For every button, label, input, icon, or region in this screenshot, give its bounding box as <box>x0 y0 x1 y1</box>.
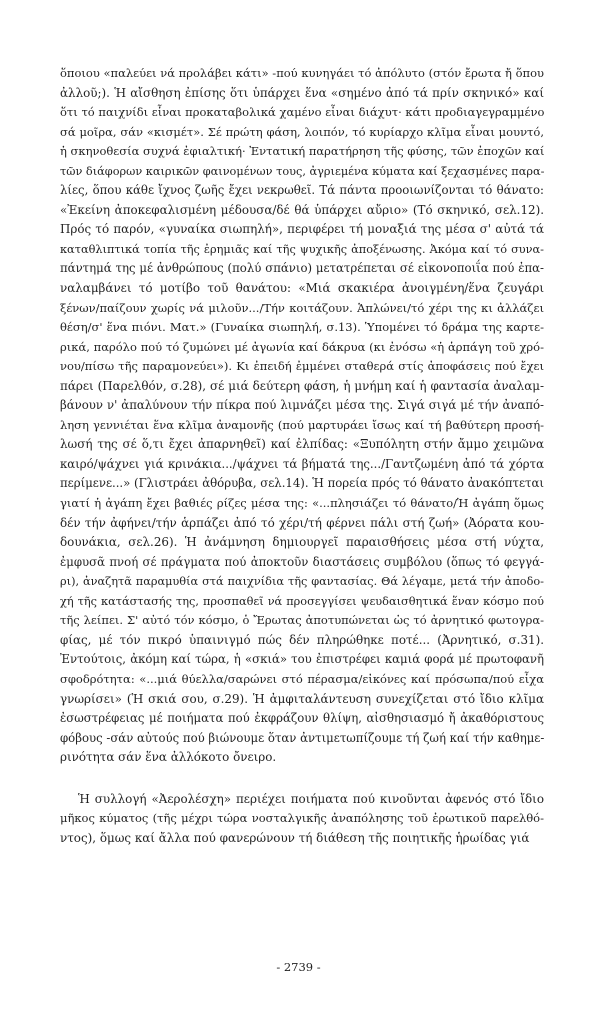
text-line: φόβους -σάν αὐτούς πού βιώνουμε ὅταν ἀντιμετωπίζουμε τή ζωή καί τήν καθημε- <box>60 730 545 745</box>
page-number: - 2739 - <box>276 960 321 974</box>
text-line: ρινότητα σάν ἕνα ἀλλόκοτο ὄνειρο. <box>60 750 277 765</box>
text-line: λωσή της σέ ὅ,τι ἔχει ἀπαρνηθεῖ) καί ἐλπίδας: «Ξυπόλητη στήν ἄμμο χειμῶνα <box>60 437 544 452</box>
text-line: πάντημά της μέ ἀνθρώπους (πολύ σπάνιο) μετατρέπεται σέ εἰκονοποιΐα πού ἐπα- <box>60 261 544 276</box>
text-line: καταθλιπτικά τοπία τῆς ἐρημιᾶς καί τῆς ψυχικῆς ἀποξένωσης. Ἀκόμα καί τό συνα- <box>60 242 544 256</box>
text-line: χή τῆς κατάστασής της, προσπαθεῖ νά προσεγγίσει ψευδαισθητικά ἕναν κόσμο πού <box>60 594 544 608</box>
text-line: δουνάκια, σελ.26). Ἡ ἀνάμνηση δημιουργεῖ παραισθήσεις μέσα στή νύχτα, <box>60 535 544 550</box>
text-line: ὅποιου «παλεύει νά προλάβει κάτι» -πού κυνηγάει τό ἀπόλυτο (στόν ἔρωτα ἤ ὅπου <box>60 66 544 80</box>
paragraph-gap <box>60 768 544 790</box>
text-line: ἡ σκηνοθεσία συχνά ἐφιαλτική· Ἐντατική παρατήρηση τῆς φύσης, τῶν ἐποχῶν καί <box>60 144 545 159</box>
text-line: καιρό/ψάχνει γιά κρινάκια.../ψάχνει τά βήματά της.../Γαντζωμένη ἀπό τά χόρτα <box>60 456 544 471</box>
paragraph-2 <box>60 790 544 849</box>
text-line: ὅτι τό παιχνίδι εἶναι προκαταβολικά χαμένο εἶναι διάχυτ· κάτι προδιαγεγραμμένο <box>60 105 545 120</box>
text-line: Ἐντούτοις, ἀκόμη καί τώρα, ἡ «σκιά» του ἐπιστρέφει καμιά φορά μέ πρωτοφανῆ <box>60 652 544 667</box>
text-line: σφοδρότητα: «...μιά θύελλα/σαρώνει στό πέρασμα/εἰκόνες καί πρόσωπα/πού εἶχα <box>60 671 544 686</box>
text-line: ἐσωστρέφειας μέ ποιήματα πού ἐκφράζουν θλίψη, αἰσθησιασμό ἤ ἀκαθόριστους <box>60 711 544 726</box>
text-line: «Ἐκείνη ἀποκεφαλισμένη μέδουσα/δέ θά ὑπάρχει αὔριο» (Τό σκηνικό, σελ.12). <box>60 202 544 217</box>
text-line: μῆκος κύματος (τῆς μέχρι τώρα νοσταλγικῆς ἀναπόλησης τοῦ ἐρωτικοῦ παρελθό- <box>60 811 544 826</box>
text-line: ληση γεννιέται ἕνα κλῖμα ἀναμονῆς (πού μαρτυράει ἴσως καί τή βαθύτερη προσή- <box>60 417 544 432</box>
text-line: δέν τήν ἀφήνει/τήν ἁρπάζει ἀπό τό χέρι/τή φέρνει πάλι στή ζωή» (Ἀόρατα κου- <box>60 515 544 530</box>
text-line: Πρός τό παρόν, «γυναίκα σιωπηλή», περιφέρει τή μοναξιά της μέσα σ' αὐτά τά <box>60 222 544 237</box>
text-line: σά μοῖρα, σάν «κισμέτ». Σέ πρώτη φάση, λοιπόν, τό κυρίαρχο κλῖμα εἶναι μουντό, <box>60 124 544 139</box>
text-line: πάρει (Παρελθόν, σ.28), σέ μιά δεύτερη φάση, ἡ μνήμη καί ἡ φαντασία ἀναλαμ- <box>60 378 544 393</box>
text-line: ξένων/παίζουν χωρίς νά μιλοῦν.../Τήν κοιτάζουν. Ἁπλώνει/τό χέρι της κι ἀλλάζει <box>60 300 544 315</box>
text-line: τῶν διάφορων καιρικῶν φαινομένων τους, ἀγριεμένα κύματα καί ξεχασμένες παρα- <box>60 164 545 178</box>
text-line: φίας, μέ τόν πικρό ὑπαινιγμό πώς δέν πληρώθηκε ποτέ... (Ἀρνητικό, σ.31). <box>60 632 544 647</box>
text-line: ἐμφυσᾶ πνοή σέ πράγματα πού ἀποκτοῦν διαστάσεις συμβόλου (ὅπως τό φεγγά- <box>60 554 544 569</box>
text-line: περίμενε...» (Γλιστράει ἀθόρυβα, σελ.14). Ἡ πορεία πρός τό θάνατο ἀνακόπτεται <box>60 476 544 491</box>
text-line: ἀλλοῦ;). Ἡ αἴσθηση ἐπίσης ὅτι ὑπάρχει ἕνα «σημένο ἀπό τά πρίν σκηνικό» καί <box>60 85 544 100</box>
text-line: νου/πίσω τῆς παραμονεύει»). Κι ἐπειδή ἐμμένει σταθερά στίς ἀποφάσεις πού ἔχει <box>60 359 544 374</box>
page-body <box>60 64 544 848</box>
text-line: ρικά, παρόλο πού τό ζυμώνει μέ ἀγωνία καί δάκρυα (κι ἐνόσω «ἡ ἁρπάγη τοῦ χρό- <box>60 339 544 354</box>
text-line: ναλαμβάνει τό μοτίβο τοῦ θανάτου: «Μιά σκακιέρα ἀνοιγμένη/ἕνα ζευγάρι <box>60 281 544 296</box>
text-line: γνωρίσει» (Ἡ σκιά σου, σ.29). Ἡ ἀμφιταλάντευση συνεχίζεται στό ἴδιο κλῖμα <box>60 691 544 706</box>
text-line: βάνουν ν' ἀπαλύνουν τήν πίκρα πού λιμνάζει μέσα της. Σιγά σιγά μέ τήν ἀναπό- <box>60 398 544 413</box>
text-line: ντος), ὅμως καί ἄλλα πού φανερώνουν τή διάθεση τῆς ποιητικῆς ἡρωίδας γιά <box>60 830 530 845</box>
paragraph-1 <box>60 64 544 768</box>
text-line: θέση/σ' ἕνα πιόνι. Ματ.» (Γυναίκα σιωπηλή, σ.13). Ὑπομένει τό δράμα της καρτε- <box>60 320 544 335</box>
text-line: ρι), ἀναζητᾶ παραμυθία στά παιχνίδια τῆς φαντασίας. Θά λέγαμε, μετά τήν ἀποδο- <box>60 575 544 589</box>
text-line: Ἡ συλλογή «Ἀερολέσχη» περιέχει ποιήματα πού κινοῦνται ἀφενός στό ἴδιο <box>78 791 544 806</box>
text-line: τῆς λείπει. Σ' αὐτό τόν κόσμο, ὁ Ἔρωτας ἀποτυπώνεται ὡς τό ἀρνητικό φωτογρα- <box>60 613 544 628</box>
text-line: λίες, ὅπου κάθε ἴχνος ζωῆς ἔχει νεκρωθεῖ. Τά πάντα προοιωνίζονται τό θάνατο: <box>60 183 544 198</box>
text-line: γιατί ἡ ἀγάπη ἔχει βαθιές ρίζες μέσα της: «...πλησιάζει τό θάνατο/Ἡ ἀγάπη ὅμως <box>60 496 544 511</box>
